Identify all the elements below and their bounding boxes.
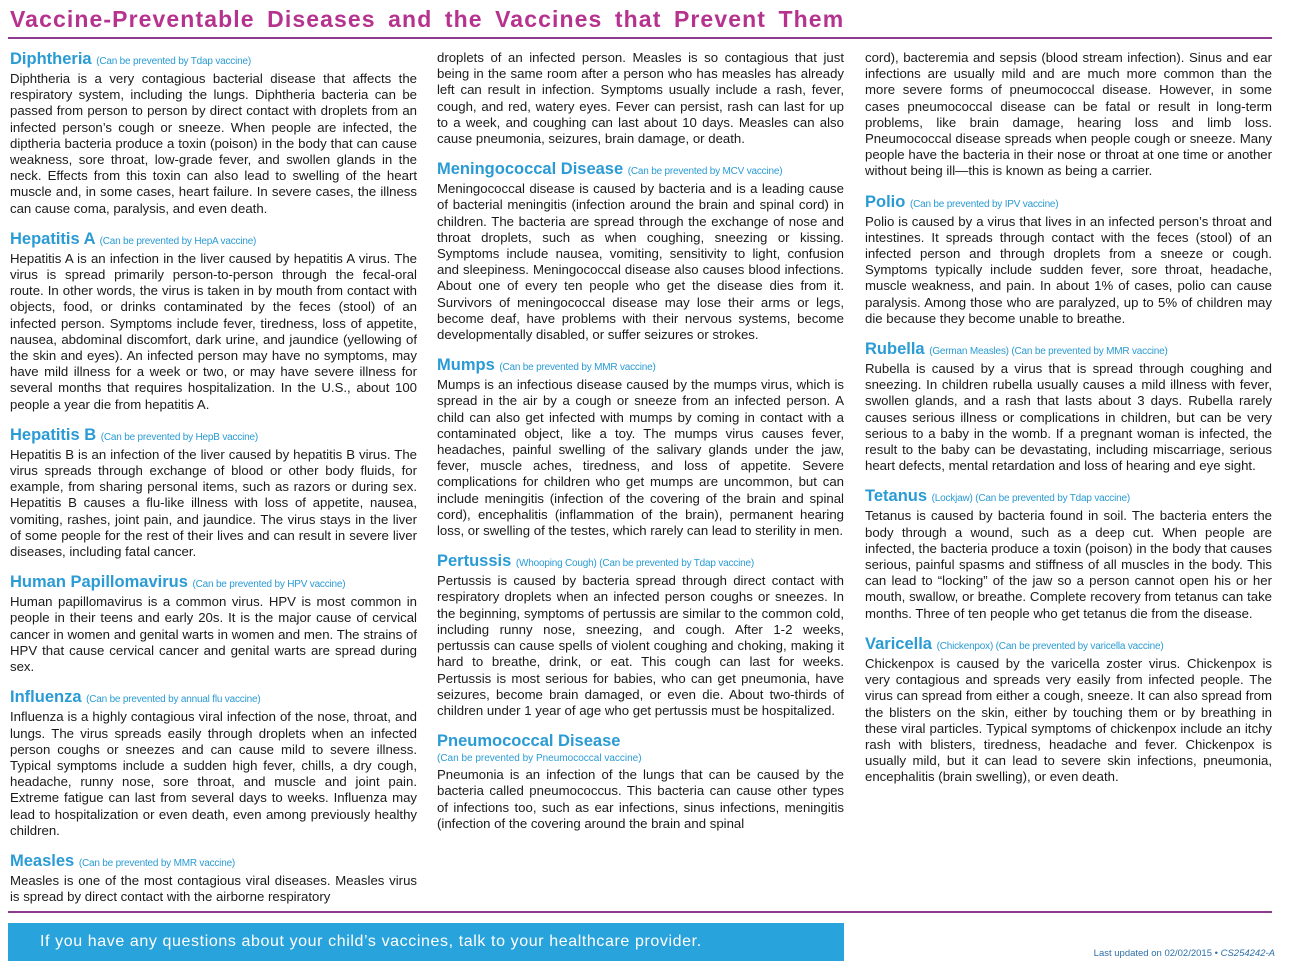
- disease-description: Tetanus is caused by bacteria found in soil. The bacteria enters the body through a wound, such as a deep cut. When people are infected, the bacteria produce a toxin (poison) in the body that causes serious, painful spasms and stiffness of all muscles in the body. This can lead to “locking” of the jaw so a person cannot open his or her mouth, swallow, or breathe. Complete recovery from tetanus can take months. Three of ten people who get tetanus die from the disease.: [865, 508, 1272, 621]
- section-mumps: [437, 356, 844, 539]
- vaccine-note: (Can be prevented by HepA vaccine): [99, 235, 257, 247]
- disease-heading: Pertussis: [437, 552, 512, 571]
- disease-heading: Pneumococcal Disease: [437, 732, 621, 751]
- section-diphtheria: [10, 50, 417, 217]
- disease-description: Diphtheria is a very contagious bacterial disease that affects the respiratory system, including the lungs. Diphtheria bacteria can be passed from person to person by direct contact with droplets from an infected person’s cough or sneeze. When people are infected, the diptheria bacteria produce a toxin (poison) in the body that can cause weakness, sore throat, low-grade fever, and swollen glands in the neck. Effects from this toxin can also lead to swelling of the heart muscle and, in some cases, heart failure. In severe cases, the illness can cause coma, paralysis, and even death.: [10, 71, 417, 216]
- footer-banner: If you have any questions about your child’s vaccines, talk to your healthcare provider.: [8, 923, 844, 961]
- disease-heading: Meningococcal Disease: [437, 160, 624, 179]
- measles-continued: droplets of an infected person. Measles is so contagious that just being in the same room after a person who has measles has already left can result in infection. Symptoms usually include a rash, fever, cough, and red, watery eyes. Fever can persist, rash can last for up to a week, and coughing can last about 10 days. Measles can also cause pneumonia, seizures, brain damage, or death.: [437, 50, 844, 147]
- vaccine-note: (Can be prevented by MMR vaccine): [78, 857, 236, 869]
- section-meningococcal: [437, 160, 844, 343]
- section-measles: [10, 852, 417, 905]
- bottom-divider: [8, 911, 1272, 913]
- vaccine-note: (Can be prevented by HepB vaccine): [100, 431, 258, 443]
- disease-heading: Mumps: [437, 356, 495, 375]
- top-divider: [8, 37, 1272, 39]
- section-tetanus: [865, 487, 1272, 621]
- page-title: Vaccine-Preventable Diseases and the Vaccines that Prevent Them: [10, 6, 845, 32]
- disease-description: Influenza is a highly contagious viral infection of the nose, throat, and lungs. The virus spreads easily through droplets when an infected person coughs or sneezes and can cause mild to severe illness. Typical symptoms include a sudden high fever, chills, a dry cough, headache, runny nose, sore throat, and muscle and joint pain. Extreme fatigue can last from several days to weeks. Influenza may lead to hospitalization or even death, even among previously healthy children.: [10, 709, 417, 838]
- section-pertussis: [437, 552, 844, 719]
- disease-heading: Measles: [10, 851, 75, 870]
- vaccine-note: (Can be prevented by annual flu vaccine): [86, 694, 261, 706]
- section-hpv: [10, 573, 417, 675]
- column-1: [10, 50, 417, 910]
- vaccine-note: (Can be prevented by MMR vaccine): [499, 362, 656, 374]
- section-hepatitis-a: [10, 230, 417, 413]
- section-polio: [865, 193, 1272, 327]
- section-varicella: [865, 635, 1272, 786]
- vaccine-note: (Can be prevented by MCV vaccine): [627, 166, 783, 178]
- disease-heading: Hepatitis B: [10, 425, 97, 444]
- vaccine-note: (German Measles) (Can be prevented by MMR vaccine): [929, 346, 1168, 358]
- disease-heading: Polio: [865, 192, 906, 211]
- column-3: [865, 50, 1272, 910]
- vaccine-note: (Chickenpox) (Can be prevented by varicella vaccine): [936, 640, 1164, 652]
- disease-heading: Diphtheria: [10, 50, 92, 68]
- vaccine-note: (Can be prevented by Pneumococcal vaccine): [437, 753, 642, 765]
- updated-date: Last updated on 02/02/2015 •: [1093, 948, 1218, 959]
- vaccine-note: (Can be prevented by Tdap vaccine): [96, 56, 251, 67]
- disease-description: Pneumonia is an infection of the lungs that can be caused by the bacteria called pneumococcus. This bacteria can cause other types of infections too, such as ear infections, sinus infections, meningitis (infection of the covering around the brain and spinal: [437, 767, 844, 831]
- vaccine-note: (Can be prevented by IPV vaccine): [909, 198, 1059, 210]
- section-hepatitis-b: [10, 426, 417, 560]
- disease-description: Pertussis is caused by bacteria spread through direct contact with respiratory droplets when an infected person coughs or sneezes. In the beginning, symptoms of pertussis are similar to the common cold, including runny nose, sneezing, and cough. After 1-2 weeks, pertussis can cause spells of violent coughing and choking, making it hard to breathe, drink, or eat. This cough can last for weeks. Pertussis is most serious for babies, who can get pneumonia, have seizures, become brain damaged, or even die. About two-thirds of children under 1 year of age who get pertussis must be hospitalized.: [437, 573, 844, 718]
- disease-heading: Tetanus: [865, 487, 928, 506]
- section-pneumococcal: [437, 732, 844, 832]
- disease-heading: Rubella: [865, 340, 925, 359]
- document-code: CS254242-A: [1220, 948, 1275, 959]
- disease-description: Hepatitis B is an infection of the liver caused by hepatitis B virus. The virus spreads through exchange of blood or other body fluids, for example, from sharing personal items, such as razors or during sex. Hepatitis B causes a flu-like illness with loss of appetite, nausea, vomiting, rashes, joint pain, and jaundice. The virus stays in the liver of some people for the rest of their lives and can result in severe liver diseases, including fatal cancer.: [10, 446, 417, 560]
- disease-description: Polio is caused by a virus that lives in an infected person’s throat and intestines. It spreads through contact with the feces (stool) of an infected person and through droplets from a sneeze or cough. Symptoms typically include sudden fever, sore throat, headache, muscle weakness, and pain. In about 1% of cases, polio can cause paralysis. Among those who are paralyzed, up to 5% of children may die because they become unable to breathe.: [865, 213, 1272, 326]
- disease-description: Measles is one of the most contagious viral diseases. Measles virus is spread by direct contact with the airborne respiratory: [10, 872, 417, 905]
- last-updated: [1094, 948, 1275, 959]
- disease-description: Human papillomavirus is a common virus. HPV is most common in people in their teens and early 20s. It is the major cause of cervical cancer in women and genital warts in women and men. The strains of HPV that cause cervical cancer and genital warts are spread during sex.: [10, 594, 417, 675]
- column-2: [437, 50, 844, 910]
- section-rubella: [865, 340, 1272, 474]
- vaccine-note: (Lockjaw) (Can be prevented by Tdap vaccine): [931, 493, 1130, 505]
- vaccine-note: (Can be prevented by HPV vaccine): [192, 579, 346, 591]
- disease-heading: Human Papillomavirus: [10, 573, 188, 592]
- disease-heading: Influenza: [10, 688, 82, 707]
- disease-description: Hepatitis A is an infection in the liver caused by hepatitis A virus. The virus is spread primarily person-to-person through the fecal-oral route. In other words, the virus is taken in by mouth from contact with objects, food, or drinks contaminated by the feces (stool) of an infected person. Symptoms include fever, tiredness, loss of appetite, nausea, abdominal discomfort, dark urine, and jaundice (yellowing of the skin and eyes). An infected person may have no symptoms, may have mild illness for a week or two, or may have severe illness for several months that requires hospitalization. In the U.S., about 100 people a year die from hepatitis A.: [10, 250, 417, 412]
- disease-heading: Varicella: [865, 634, 932, 653]
- disease-description: Meningococcal disease is caused by bacteria and is a leading cause of bacterial meningitis (infection around the brain and spinal cord) in children. The bacteria are spread through the exchange of nose and throat droplets, such as when coughing, sneezing or kissing. Symptoms include nausea, vomiting, sensitivity to light, confusion and sleepiness. Meningococcal disease also causes blood infections. About one of every ten people who get the disease dies from it. Survivors of meningococcal disease may lose their arms or legs, become deaf, have problems with their nervous systems, become developmentally disabled, or suffer seizures or strokes.: [437, 181, 844, 343]
- disease-heading: Hepatitis A: [10, 229, 95, 248]
- disease-description: Chickenpox is caused by the varicella zoster virus. Chickenpox is very contagious and spreads very easily from infected people. The virus can spread from either a cough, sneeze. It can also spread from the blisters on the skin, either by touching them or by breathing in these viral particles. Typical symptoms of chickenpox include an itchy rash with blisters, tiredness, headache and fever. Chickenpox is usually mild, but it can lead to severe skin infections, pneumonia, encephalitis (brain swelling), or even death.: [865, 655, 1272, 785]
- pneumococcal-continued: cord), bacteremia and sepsis (blood stream infection). Sinus and ear infections are usually mild and are much more common than the more severe forms of pneumococcal disease. However, in some cases pneumococcal disease can be fatal or result in long-term problems, like brain damage, hearing loss and limb loss. Pneumococcal disease spreads when people cough or sneeze. Many people have the bacteria in their nose or throat at one time or another without being ill—this is known as being a carrier.: [865, 50, 1272, 179]
- disease-description: Mumps is an infectious disease caused by the mumps virus, which is spread in the air by a cough or sneeze from an infected person. A child can also get infected with mumps by coming in contact with a contaminated object, like a toy. The mumps virus causes fever, headaches, painful swelling of the salivary glands under the jaw, fever, muscle aches, tiredness, and loss of appetite. Severe complications for children who get mumps are uncommon, but can include meningitis (infection of the covering of the brain and spinal cord), encephalitis (inflammation of the brain), permanent hearing loss, or swelling of the testes, which rarely can lead to sterility in men.: [437, 377, 844, 539]
- vaccine-note: (Whooping Cough) (Can be prevented by Tdap vaccine): [515, 558, 754, 570]
- disease-description: Rubella is caused by a virus that is spread through coughing and sneezing. In children rubella usually causes a mild illness with fever, swollen glands, and a rash that lasts about 3 days. Rubella rarely causes serious illness or complications in children, but can be very serious to a baby in the womb. If a pregnant woman is infected, the result to the baby can be devastating, including miscarriage, serious heart defects, mental retardation and loss of hearing and eye sight.: [865, 361, 1272, 474]
- section-influenza: [10, 688, 417, 839]
